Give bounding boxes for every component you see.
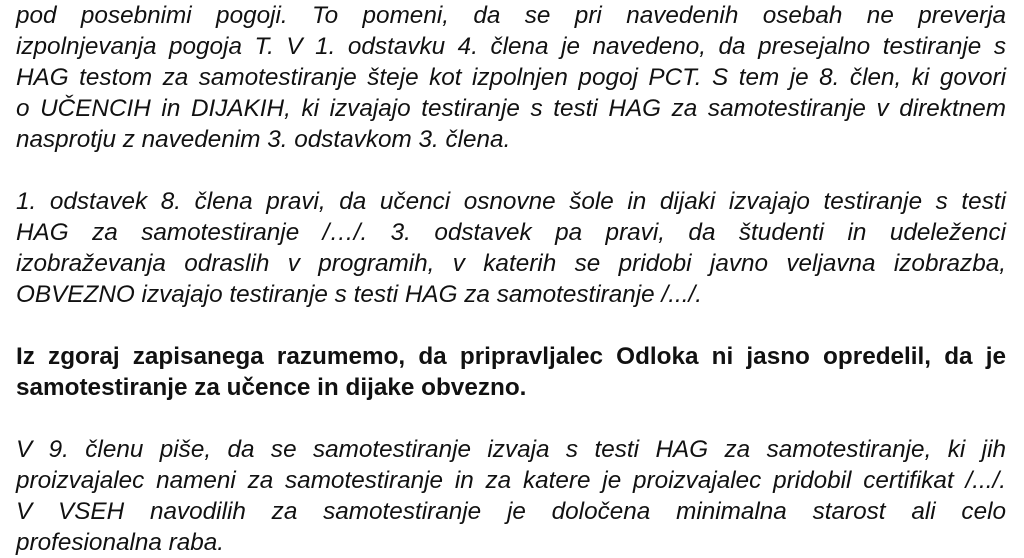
paragraph-line: proizvajalec nameni za samotestiranje in za katere je proizvajalec pridobil certifikat /.../.: [16, 467, 1006, 494]
paragraph-line: samotestiranje za učence in dijake obvezno.: [16, 374, 527, 401]
paragraph-line: HAG za samotestiranje /…/. 3. odstavek pa pravi, da študenti in udeleženci: [16, 219, 1006, 246]
paragraph-line: V 9. členu piše, da se samotestiranje izvaja s testi HAG za samotestiranje, ki jih: [16, 436, 1006, 463]
paragraph-2: [16, 186, 1006, 310]
paragraph-line: izpolnjevanja pogoja T. V 1. odstavku 4. člena je navedeno, da presejalno testiranje s: [16, 33, 1006, 60]
paragraph-line: profesionalna raba.: [16, 529, 225, 556]
paragraph-spacer: [16, 310, 1006, 341]
paragraph-3-emphasis: [16, 341, 1006, 403]
paragraph-line: o UČENCIH in DIJAKIH, ki izvajajo testiranje s testi HAG za samotestiranje v direktnem: [16, 95, 1006, 122]
paragraph-line: V VSEH navodilih za samotestiranje je določena minimalna starost ali celo: [16, 498, 1006, 525]
paragraph-line: 1. odstavek 8. člena pravi, da učenci osnovne šole in dijaki izvajajo testiranje s testi: [16, 188, 1006, 215]
paragraph-line: OBVEZNO izvajajo testiranje s testi HAG za samotestiranje /.../.: [16, 281, 702, 308]
paragraph-line: nasprotju z navedenim 3. odstavkom 3. člena.: [16, 126, 511, 153]
paragraph-4: [16, 434, 1006, 558]
paragraph-1: [16, 0, 1006, 155]
paragraph-line: HAG testom za samotestiranje šteje kot izpolnjen pogoj PCT. S tem je 8. člen, ki govori: [16, 64, 1006, 91]
paragraph-line: Iz zgoraj zapisanega razumemo, da pripravljalec Odloka ni jasno opredelil, da je: [16, 343, 1006, 370]
paragraph-line: pod posebnimi pogoji. To pomeni, da se pri navedenih osebah ne preverja: [16, 2, 1006, 29]
paragraph-line: izobraževanja odraslih v programih, v katerih se pridobi javno veljavna izobrazba,: [16, 250, 1006, 277]
document-page: [16, 0, 1006, 558]
paragraph-spacer: [16, 155, 1006, 186]
paragraph-spacer: [16, 403, 1006, 434]
